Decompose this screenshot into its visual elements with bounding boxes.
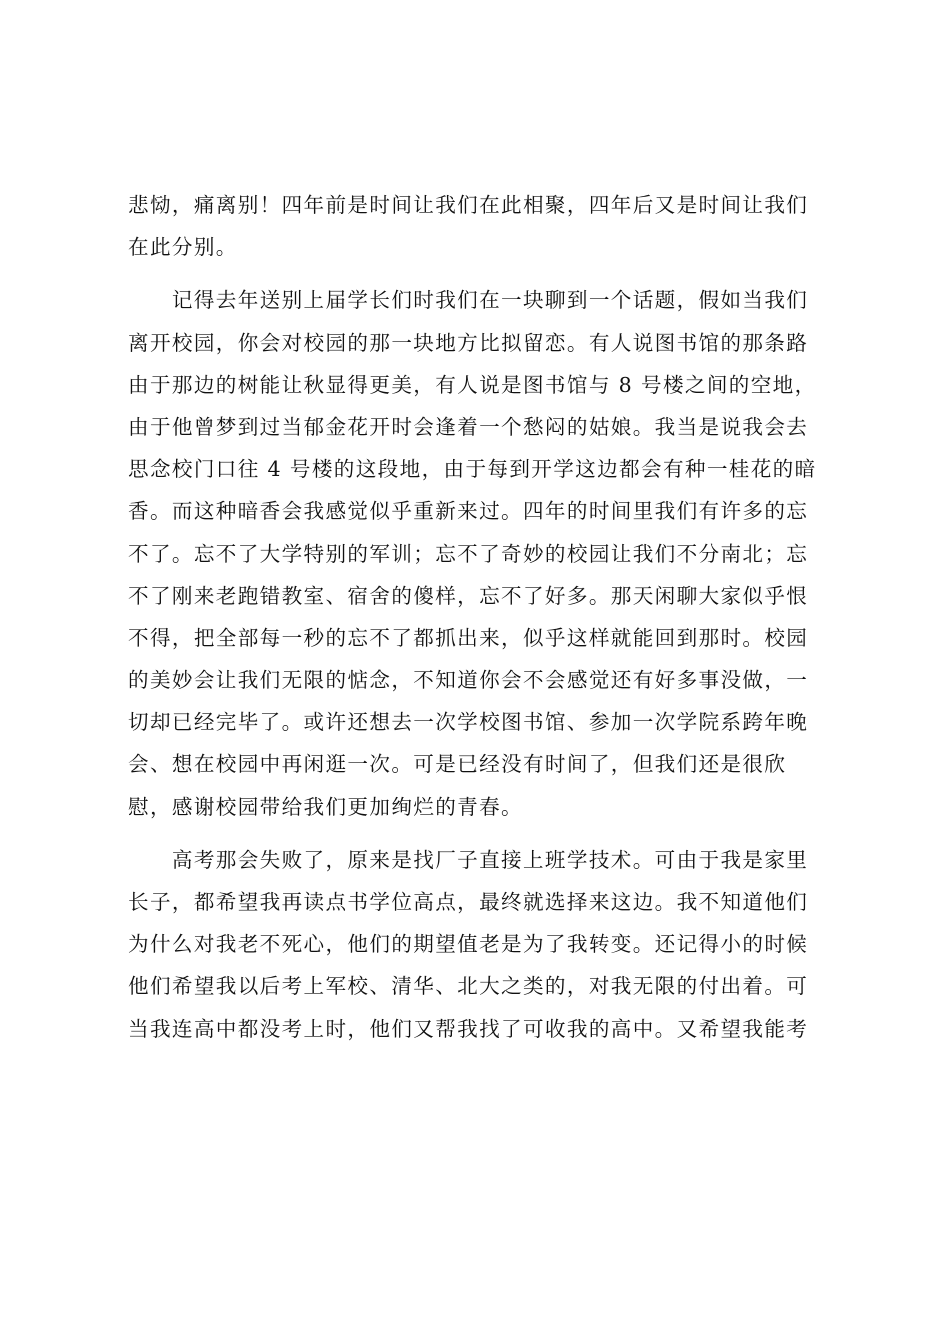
paragraph-spacing — [128, 268, 834, 279]
text-line: 思念校门口往 4 号楼的这段地，由于每到开学这边都会有种一桂花的暗 — [128, 457, 817, 482]
text-line: 的美妙会让我们无限的惦念，不知道你会不会感觉还有好多事没做，一 — [128, 668, 809, 693]
text-line: 在此分别。 — [128, 235, 238, 260]
text-line: 香。而这种暗香会我感觉似乎重新来过。四年的时间里我们有许多的忘 — [128, 499, 809, 524]
text-line: 慰，感谢校园带给我们更加绚烂的青春。 — [128, 794, 523, 819]
text-line: 会、想在校园中再闲逛一次。可是已经没有时间了，但我们还是很欣 — [128, 752, 787, 777]
text-line: 不了。忘不了大学特别的军训；忘不了奇妙的校园让我们不分南北；忘 — [128, 541, 809, 566]
paragraph-3 — [128, 839, 834, 1050]
paragraph-1 — [128, 184, 834, 268]
body-text — [128, 184, 834, 1050]
text-line: 由于他曾梦到过当郁金花开时会逢着一个愁闷的姑娘。我当是说我会去 — [128, 414, 809, 439]
text-line: 当我连高中都没考上时，他们又帮我找了可收我的高中。又希望我能考 — [128, 1016, 809, 1041]
text-line: 不了刚来老跑错教室、宿舍的傻样，忘不了好多。那天闲聊大家似乎恨 — [128, 583, 809, 608]
text-line: 高考那会失败了，原来是找厂子直接上班学技术。可由于我是家里 — [128, 847, 809, 872]
text-line: 为什么对我老不死心，他们的期望值老是为了我转变。还记得小的时候 — [128, 932, 809, 957]
text-line: 长子，都希望我再读点书学位高点，最终就选择来这边。我不知道他们 — [128, 890, 809, 914]
text-line: 不得，把全部每一秒的忘不了都抓出来，似乎这样就能回到那时。校园 — [128, 625, 809, 650]
paragraph-2 — [128, 279, 834, 827]
text-line: 记得去年送别上届学长们时我们在一块聊到一个话题，假如当我们 — [128, 288, 809, 313]
text-line: 悲恸，痛离别！四年前是时间让我们在此相聚，四年后又是时间让我们 — [128, 193, 809, 217]
text-line: 切却已经完毕了。或许还想去一次学校图书馆、参加一次学院系跨年晚 — [128, 710, 809, 735]
text-line: 由于那边的树能让秋显得更美，有人说是图书馆与 8 号楼之间的空地， — [128, 372, 817, 397]
text-line: 离开校园，你会对校园的那一块地方比拟留恋。有人说图书馆的那条路 — [128, 330, 809, 355]
text-line: 他们希望我以后考上军校、清华、北大之类的，对我无限的付出着。可 — [128, 974, 809, 999]
paragraph-spacing — [128, 828, 834, 839]
